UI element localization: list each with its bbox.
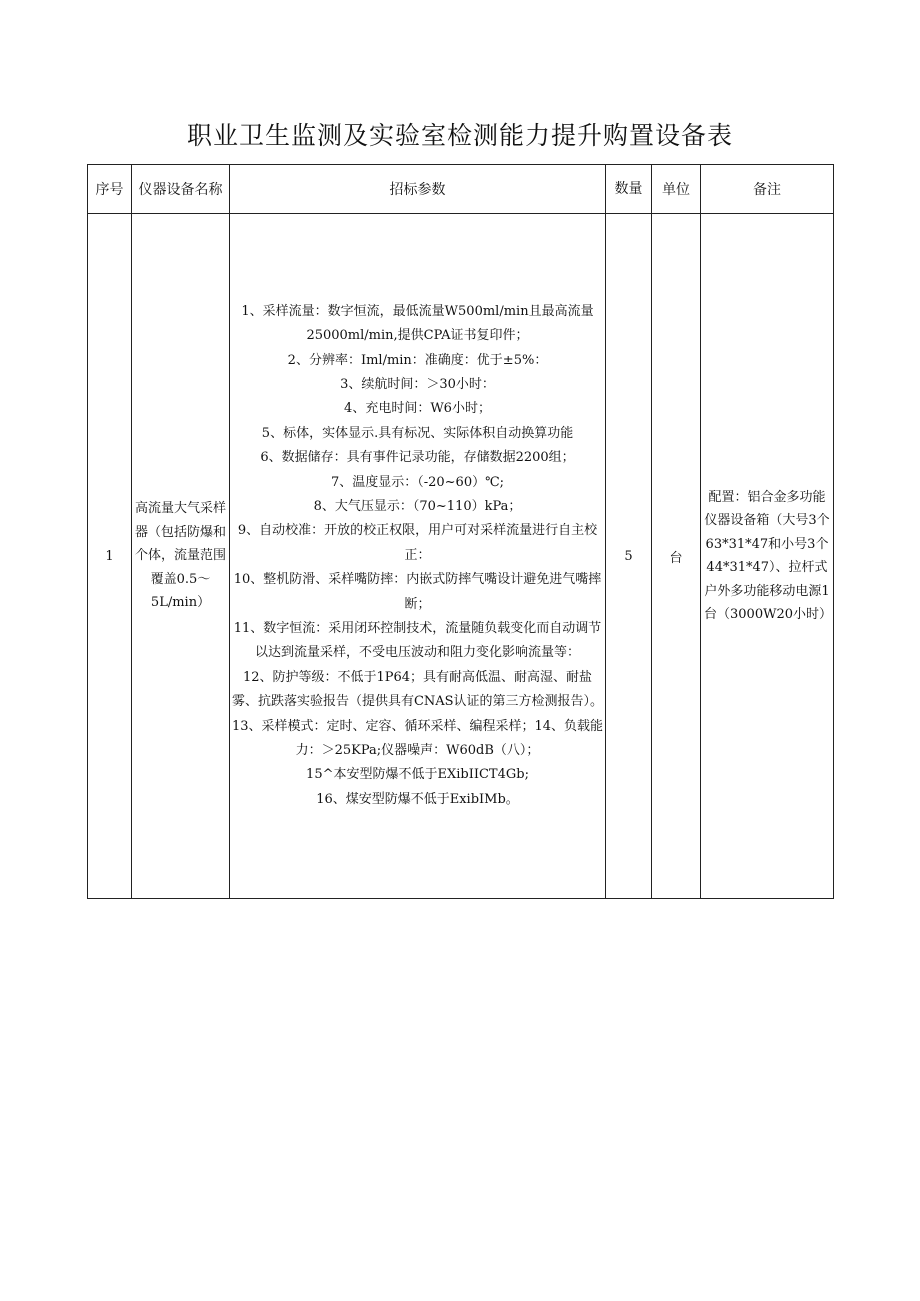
header-seq: 序号 <box>88 165 132 214</box>
param-item: 11、数字恒流：采用闭环控制技术，流量随负载变化而自动调节以达到流量采样，不受电压波动和阻力变化影响流量等： <box>233 621 602 661</box>
param-item: 12、防护等级：不低于1P64；具有耐高低温、耐高湿、耐盐雾、抗跌落实验报告（提供具有CNAS认证的第三方检测报告）。 <box>231 669 604 710</box>
row-params-cell <box>230 214 606 899</box>
param-item: 2、分辨率：Iml/min：准确度：优于±5%： <box>287 352 548 368</box>
param-item: 15^本安型防爆不低于EXibIICT4Gb; <box>306 767 529 783</box>
header-remark: 备注 <box>701 165 834 214</box>
row-seq: 1 <box>88 214 132 899</box>
row-name-cell <box>132 214 230 899</box>
param-item: 7、温度显示：（-20~60）℃; <box>330 474 505 490</box>
param-item: 3、续航时间：＞30小时： <box>340 376 495 392</box>
param-item: 10、整机防滑、采样嘴防摔：内嵌式防摔气嘴设计避免进气嘴摔断； <box>233 572 602 612</box>
param-item: 1、采样流量：数字恒流，最低流量W500ml/min且最高流量25000ml/min,提供CPA证书复印件； <box>241 303 594 344</box>
row-unit: 台 <box>652 214 701 899</box>
param-item: 6、数据储存：具有事件记录功能，存储数据2200组； <box>260 450 575 466</box>
row-remark-cell <box>701 214 834 899</box>
equipment-table <box>87 164 834 899</box>
page-title: 职业卫生监测及实验室检测能力提升购置设备表 <box>186 121 733 150</box>
row-remark: 配置：铝合金多功能仪器设备箱（大号3个63*31*47和小号3个44*31*47）、拉杆式户外多功能移动电源1台（3000W20小时） <box>704 489 832 622</box>
header-row <box>88 165 834 214</box>
table-row <box>88 214 834 899</box>
param-item: 5、标体，实体显示.具有标况、实际体积自动换算功能 <box>261 425 574 441</box>
params-list <box>230 300 605 813</box>
param-item: 13、采样模式：定时、定容、循环采样、编程采样；14、负载能力：＞25KPa;仪器噪声：W60dB（八）； <box>231 718 604 759</box>
param-item: 9、自动校准：开放的校正权限，用户可对采样流量进行自主校正： <box>237 523 598 563</box>
header-unit: 单位 <box>652 165 701 214</box>
header-params: 招标参数 <box>230 165 606 214</box>
header-name: 仪器设备名称 <box>132 165 230 214</box>
row-qty: 5 <box>606 214 652 899</box>
param-item: 8、大气压显示：（70~110）kPa； <box>313 498 522 514</box>
header-qty: 数量 <box>606 165 652 214</box>
row-name: 高流量大气采样器（包括防爆和个体，流量范围覆盖0.5～5L/min） <box>135 501 227 611</box>
param-item: 16、煤安型防爆不低于ExibIMb。 <box>316 791 519 807</box>
param-item: 4、充电时间：W6小时； <box>344 401 491 417</box>
